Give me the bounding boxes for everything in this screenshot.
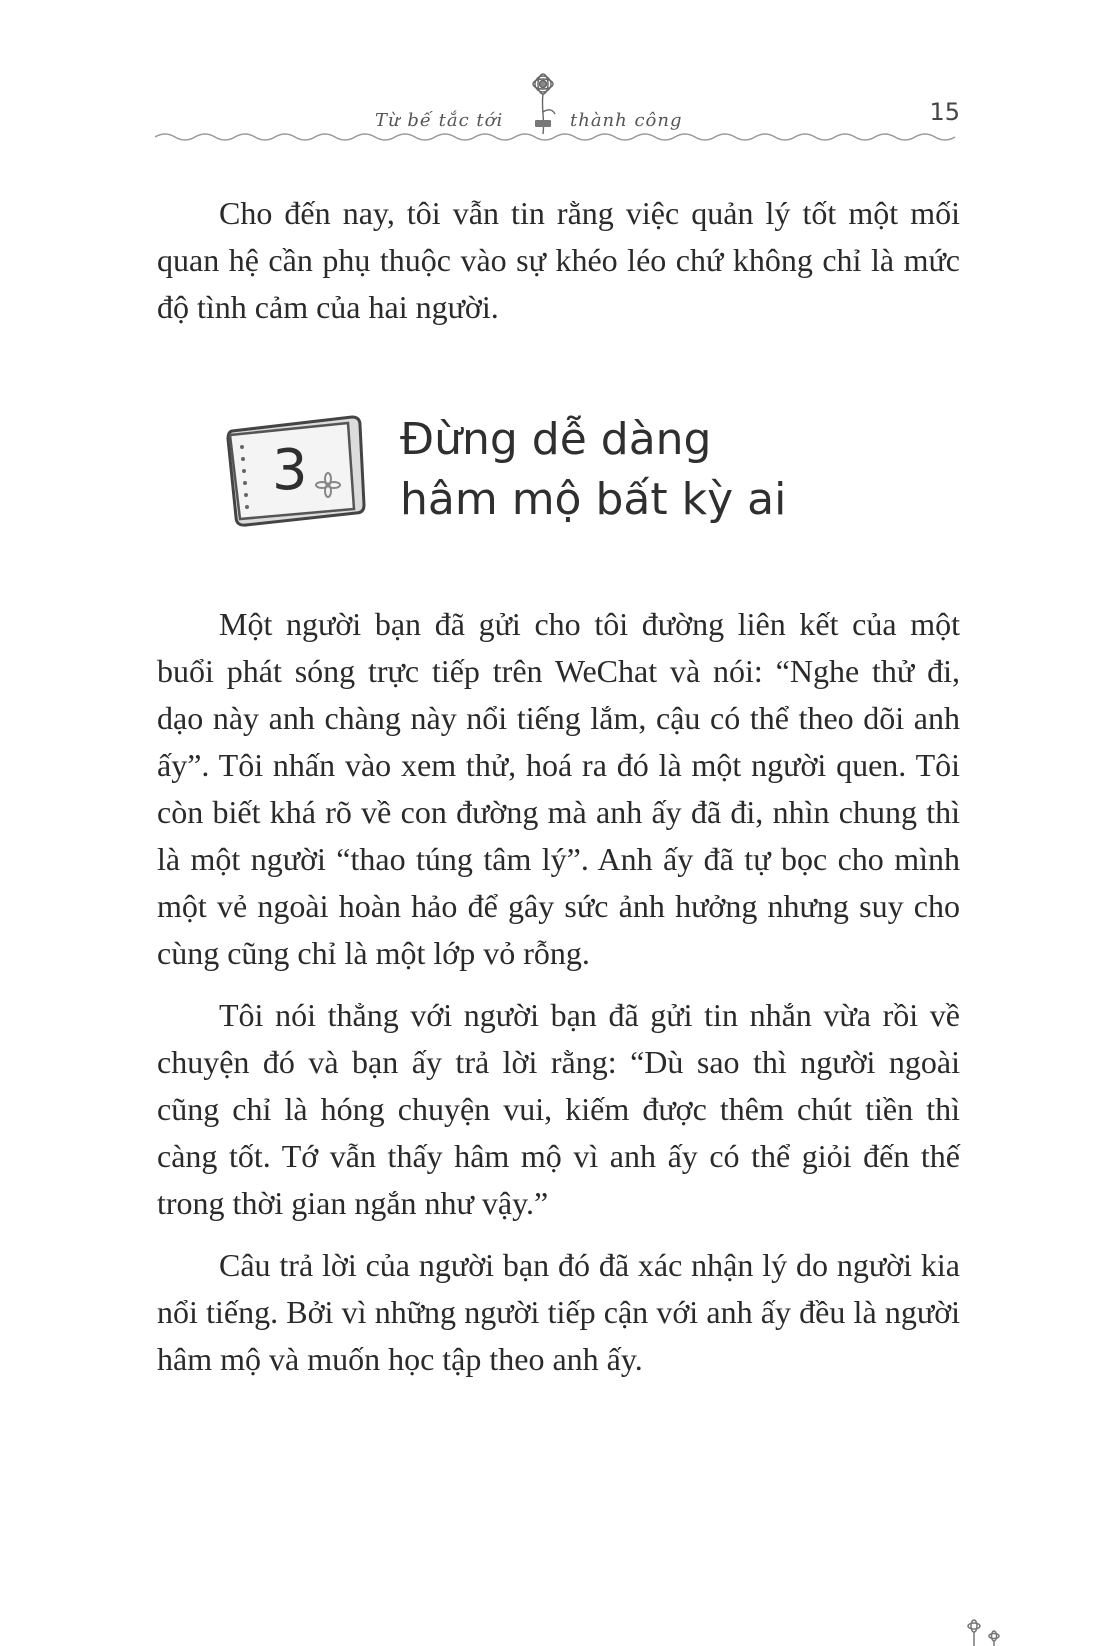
- section-heading: [400, 410, 786, 530]
- body-paragraph: Một người bạn đã gửi cho tôi đường liên kết của một buổi phát sóng trực tiếp trên WeChat và nói: “Nghe thử đi, dạo này anh chàng này nổi tiếng lắm, cậu có thể theo dõi anh ấy”. Tôi nhấn vào xem thử, hoá ra đó là một người quen. Tôi còn biết khá rõ về con đường mà anh ấy đã đi, nhìn chung thì là một người “thao túng tâm lý”. Anh ấy đã tự bọc cho mình một vẻ ngoài hoàn hảo để gây sức ảnh hưởng nhưng suy cho cùng cũng chỉ là một lớp vỏ rỗng.: [157, 606, 960, 971]
- intro-paragraph: Cho đến nay, tôi vẫn tin rằng việc quản lý tốt một mối quan hệ cần phụ thuộc vào sự khéo léo chứ không chỉ là mức độ tình cảm của hai người.: [157, 195, 960, 325]
- section-body: [157, 601, 960, 1383]
- body-paragraph: Tôi nói thẳng với người bạn đã gửi tin nhắn vừa rồi về chuyện đó và bạn ấy trả lời rằng: “Dù sao thì người ngoài cũng chỉ là hóng chuyện vui, kiếm được thêm chút tiền thì càng tốt. Tớ vẫn thấy hâm mộ vì anh ấy có thể giỏi đến thế trong thời gian ngắn như vậy.”: [157, 997, 960, 1221]
- section-title-line-1: Đừng dễ dàng: [400, 414, 712, 465]
- section-number: 3: [272, 438, 308, 503]
- section-title-line-2: hâm mộ bất kỳ ai: [400, 474, 787, 525]
- running-header: [155, 70, 960, 150]
- page-number: 15: [929, 98, 960, 126]
- header-book-title-left: Từ bế tắc tới: [375, 110, 504, 131]
- header-book-title-right: thành công: [570, 110, 683, 131]
- intro-text: [157, 190, 960, 331]
- corner-flower-icon: [960, 1612, 1010, 1646]
- body-paragraph: Câu trả lời của người bạn đó đã xác nhận lý do người kia nổi tiếng. Bởi vì những người tiếp cận với anh ấy đều là người hâm mộ và muốn học tập theo anh ấy.: [157, 1247, 960, 1377]
- wavy-divider: [155, 130, 960, 144]
